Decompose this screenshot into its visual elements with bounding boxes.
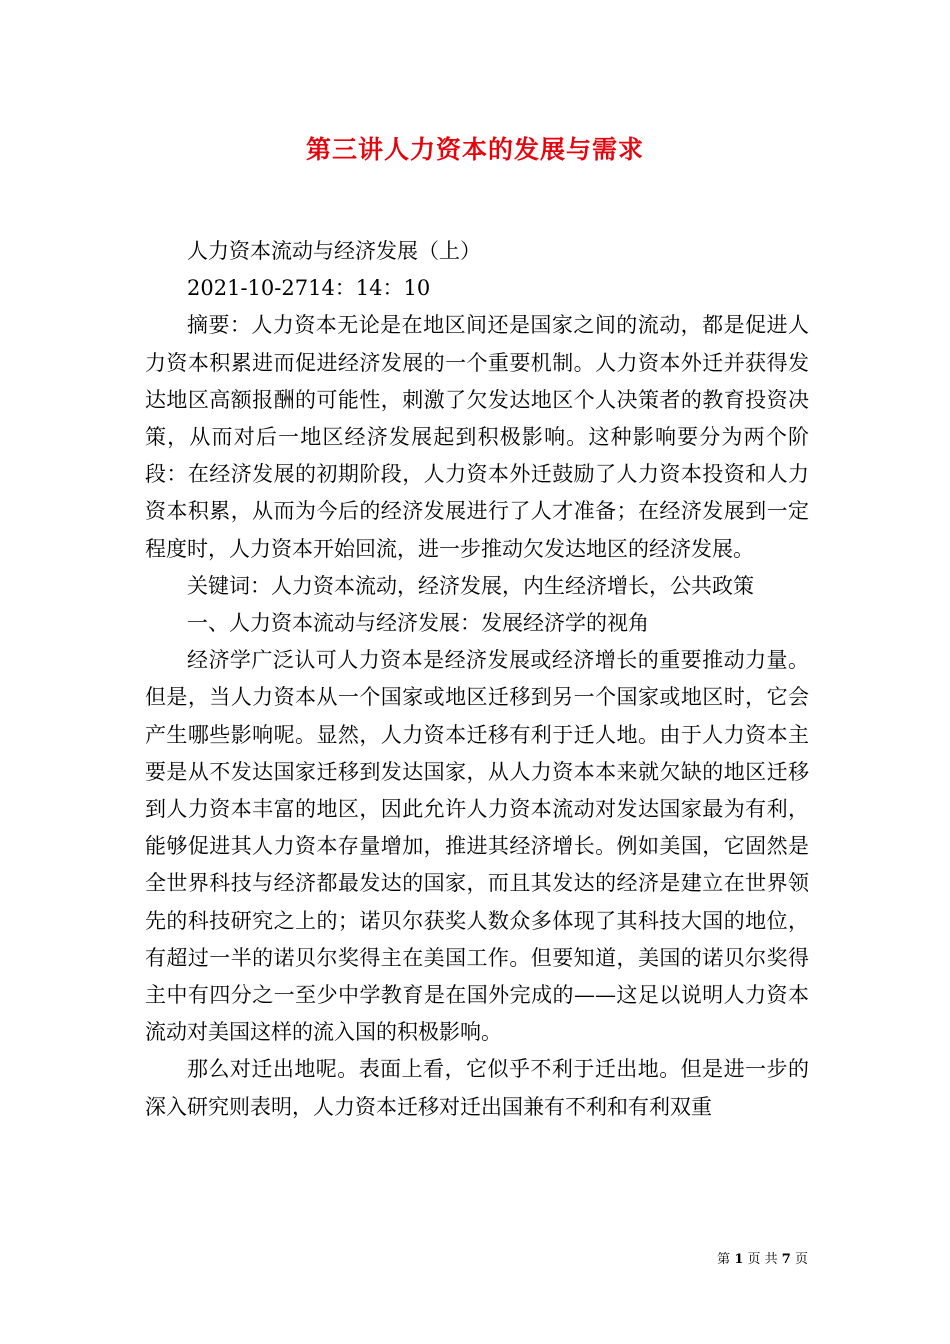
document-body bbox=[145, 233, 809, 1126]
abstract-paragraph: 摘要：人力资本无论是在地区间还是国家之间的流动，都是促进人力资本积累进而促进经济发展的一个重要机制。人力资本外迁并获得发达地区高额报酬的可能性，刺激了欠发达地区个人决策者的教育投资决策，从而对后一地区经济发展起到积极影响。这种影响要分为两个阶段：在经济发展的初期阶段，人力资本外迁鼓励了人力资本投资和人力资本积累，从而为今后的经济发展进行了人才准备；在经济发展到一定程度时，人力资本开始回流，进一步推动欠发达地区的经济发展。 bbox=[145, 313, 809, 561]
footer-suffix: 页 bbox=[794, 1252, 808, 1267]
body-paragraph: 那么对迁出地呢。表面上看，它似乎不利于迁出地。但是进一步的深入研究则表明，人力资本迁移对迁出国兼有不利和有利双重 bbox=[145, 1057, 809, 1119]
page-footer bbox=[0, 1248, 808, 1267]
document-title: 第三讲人力资本的发展与需求 bbox=[305, 135, 644, 164]
keywords-paragraph: 关键词：人力资本流动，经济发展，内生经济增长，公共政策 bbox=[187, 573, 754, 598]
section-heading: 一、人力资本流动与经济发展：发展经济学的视角 bbox=[187, 611, 649, 636]
article-timestamp: 2021-10-2714：14：10 bbox=[187, 276, 431, 301]
body-paragraph: 经济学广泛认可人力资本是经济发展或经济增长的重要推动力量。但是，当人力资本从一个国家或地区迁移到另一个国家或地区时，它会产生哪些影响呢。显然，人力资本迁移有利于迁人地。由于人力资本主要是从不发达国家迁移到发达国家，从人力资本本来就欠缺的地区迁移到人力资本丰富的地区，因此允许人力资本流动对发达国家最为有利，能够促进其人力资本存量增加，推进其经济增长。例如美国，它固然是全世界科技与经济都最发达的国家，而且其发达的经济是建立在世界领先的科技研究之上的；诺贝尔获奖人数众多体现了其科技大国的地位，有超过一半的诺贝尔奖得主在美国工作。但要知道，美国的诺贝尔奖得主中有四分之一至少中学教育是在国外完成的——这足以说明人力资本流动对美国这样的流入国的积极影响。 bbox=[145, 648, 809, 1045]
footer-middle: 页 共 bbox=[747, 1252, 778, 1267]
footer-prefix: 第 bbox=[717, 1252, 731, 1267]
article-heading: 人力资本流动与经济发展（上） bbox=[187, 239, 481, 263]
total-pages-number: 7 bbox=[781, 1252, 791, 1267]
current-page-number: 1 bbox=[734, 1252, 744, 1267]
